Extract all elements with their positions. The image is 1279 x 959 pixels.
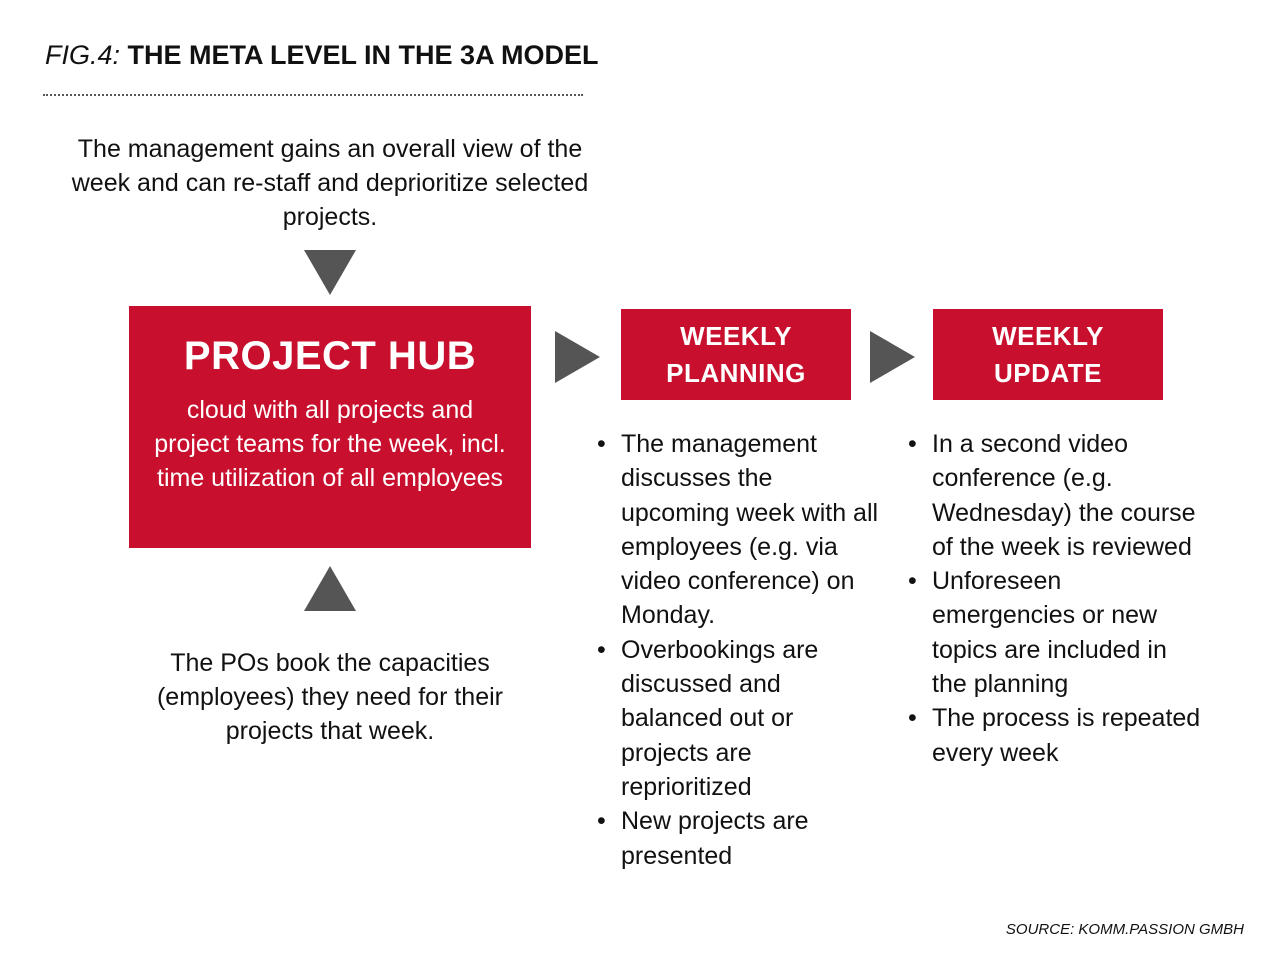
figure-heading: THE META LEVEL IN THE 3A MODEL <box>127 40 599 70</box>
arrow-up-icon <box>304 566 356 611</box>
weekly-planning-list <box>597 427 887 873</box>
list-item: • New projects are presented <box>597 804 887 873</box>
weekly-update-box <box>933 309 1163 400</box>
list-item: • In a second video conference (e.g. Wednesday) the course of the week is reviewed <box>908 427 1208 564</box>
management-note: The management gains an overall view of the week and can re-staff and deprioritize selected projects. <box>71 135 589 231</box>
weekly-planning-title-line2: PLANNING <box>666 357 806 388</box>
list-item: • Unforeseen emergencies or new topics are included in the planning <box>908 564 1208 701</box>
weekly-update-list <box>908 427 1208 770</box>
source-credit: SOURCE: KOMM.PASSION GMBH <box>1005 921 1244 938</box>
arrow-down-icon <box>304 250 356 295</box>
project-hub-description: cloud with all projects and project teams for the week, incl. time utilization of all employees <box>154 396 506 492</box>
figure-title <box>45 40 599 71</box>
arrow-right-icon <box>555 331 600 383</box>
weekly-planning-box <box>621 309 851 400</box>
arrow-right-icon <box>870 331 915 383</box>
figure-number: FIG.4: <box>45 40 121 70</box>
weekly-update-title-line1: WEEKLY <box>992 320 1104 351</box>
title-divider <box>43 94 583 96</box>
list-item: • The process is repeated every week <box>908 701 1208 770</box>
list-item: • The management discusses the upcoming week with all employees (e.g. via video conference) on Monday. <box>597 427 887 633</box>
project-hub-box <box>129 306 531 548</box>
project-hub-title: PROJECT HUB <box>183 334 477 378</box>
weekly-planning-title-line1: WEEKLY <box>680 320 792 351</box>
po-booking-note: The POs book the capacities (employees) they need for their projects that week. <box>156 649 503 745</box>
list-item: • Overbookings are discussed and balanced out or projects are reprioritized <box>597 633 887 804</box>
weekly-update-title-line2: UPDATE <box>994 357 1102 388</box>
